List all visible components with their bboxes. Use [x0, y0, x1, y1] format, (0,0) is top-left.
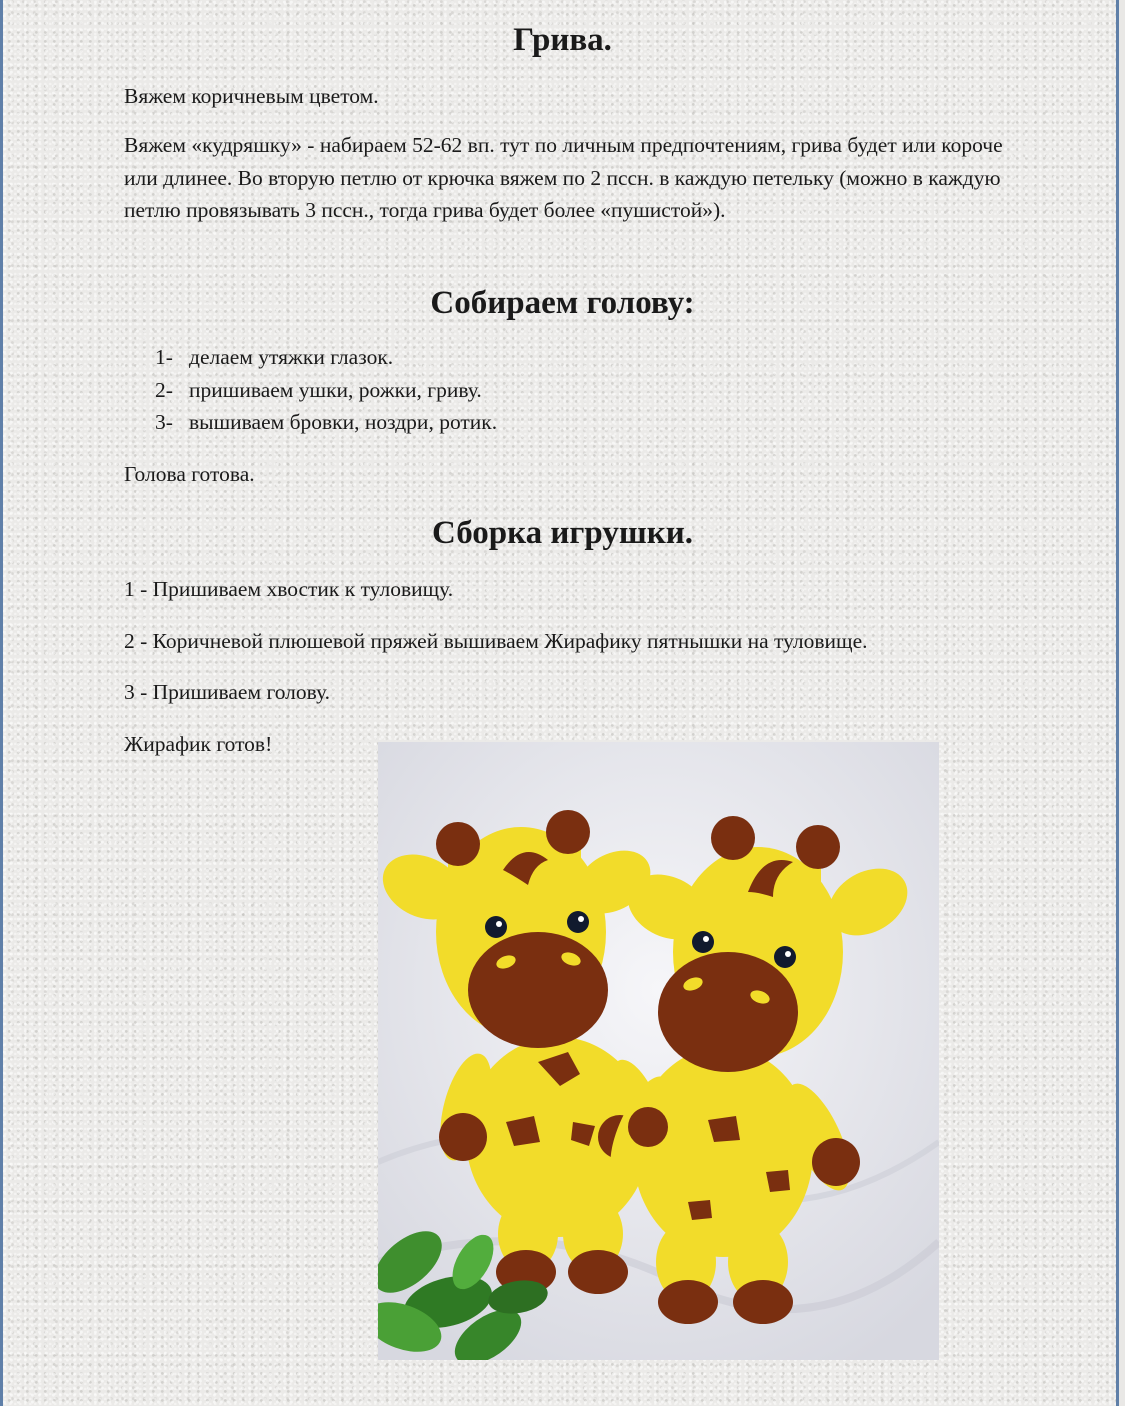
head-title: Собираем голову:: [430, 285, 695, 321]
assembly-title: Сборка игрушки.: [432, 515, 693, 551]
head-done: Голова готова.: [124, 462, 255, 486]
mane-paragraph: Вяжем «кудряшку» - набираем 52-62 вп. тут по личным предпочтениям, грива будет или короче или длинее. Во вторую петлю от крючка вяжем по 2 пссн. в каждую петельку (можно в каждую петлю провязывать 3 пссн., тогда грива будет более «пушистой»).: [124, 133, 1003, 222]
assembly-step-3: 3 - Пришиваем голову.: [124, 680, 331, 704]
list-item: 3- вышиваем бровки, ноздри, ротик.: [155, 410, 498, 434]
list-item: 2- пришиваем ушки, рожки, гриву.: [155, 377, 482, 402]
crocheted-giraffes-photo: [378, 742, 939, 1360]
assembly-step-1: 1 - Пришиваем хвостик к туловищу.: [124, 577, 454, 601]
head-steps-list: [155, 341, 497, 439]
assembly-done: Жирафик готов!: [124, 732, 273, 756]
assembly-step-2: 2 - Коричневой плюшевой пряжей вышиваем Жирафику пятнышки на туловище.: [124, 629, 868, 653]
mane-color-line: Вяжем коричневым цветом.: [124, 84, 379, 108]
mane-title: Грива.: [513, 22, 612, 58]
list-item: 1- делаем утяжки глазок.: [155, 345, 394, 369]
giraffes-illustration: [378, 742, 939, 1360]
